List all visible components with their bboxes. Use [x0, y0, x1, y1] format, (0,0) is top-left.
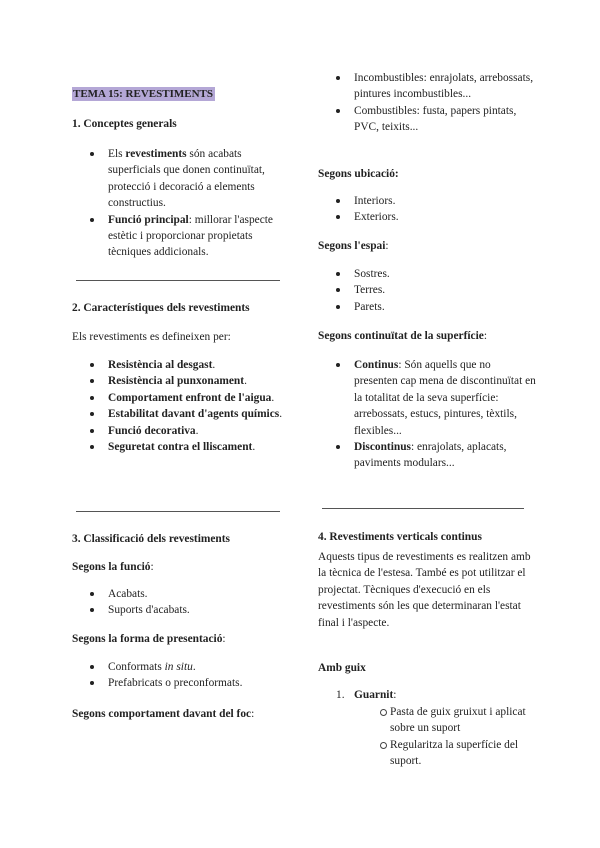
- guarnit-item: 1. Guarnit:: [336, 689, 397, 701]
- list-item: Regularitza la superfície del suport.: [372, 737, 538, 770]
- list-item: Conformats in situ.: [72, 659, 284, 675]
- guarnit-list: [372, 704, 538, 770]
- section-4-heading: 4. Revestiments verticals continus: [318, 531, 482, 543]
- section-2-list: [72, 357, 284, 455]
- ubicacio-list: [318, 193, 536, 226]
- list-item: Comportament enfront de l'aigua.: [72, 390, 284, 406]
- list-item: Acabats.: [72, 586, 284, 602]
- continuitat-list: [318, 357, 536, 472]
- list-item: Discontinus: enrajolats, aplacats, paviments modulars...: [318, 439, 536, 472]
- forma-list: [72, 659, 284, 692]
- guarnit-label: Guarnit: [354, 689, 394, 701]
- document-title: [72, 86, 215, 102]
- list-item: Suports d'acabats.: [72, 602, 284, 618]
- list-item: Interiors.: [318, 193, 536, 209]
- list-item: Els revestiments són acabats superficials que donen continuïtat, protecció i decoració a elements constructius.: [72, 146, 284, 212]
- section-divider: [76, 511, 280, 512]
- funcio-heading: Segons la funció:: [72, 561, 154, 573]
- list-item: Seguretat contra el lliscament.: [72, 439, 284, 455]
- list-item: Pasta de guix gruixut i aplicat sobre un suport: [372, 704, 538, 737]
- list-item: Sostres.: [318, 266, 536, 282]
- list-item: Prefabricats o preconformats.: [72, 675, 284, 691]
- list-item: Funció principal: millorar l'aspecte estètic i proporcionar propietats tècniques addicionals.: [72, 212, 284, 261]
- list-item: Combustibles: fusta, papers pintats, PVC, teixits...: [318, 103, 536, 136]
- section-1-list: [72, 146, 284, 261]
- list-item: Incombustibles: enrajolats, arrebossats, pintures incombustibles...: [318, 70, 536, 103]
- foc-heading: Segons comportament davant del foc:: [72, 708, 255, 720]
- list-item: Exteriors.: [318, 209, 536, 225]
- list-item: Resistència al desgast.: [72, 357, 284, 373]
- section-3-heading: 3. Classificació dels revestiments: [72, 533, 230, 545]
- document-title-highlight: TEMA 15: REVESTIMENTS: [73, 88, 213, 100]
- ubicacio-heading: Segons ubicació:: [318, 168, 399, 180]
- list-number: 1.: [336, 689, 345, 701]
- list-item: Terres.: [318, 282, 536, 298]
- section-2-intro: Els revestiments es defineixen per:: [72, 331, 231, 343]
- section-1-heading: 1. Conceptes generals: [72, 118, 177, 130]
- section-4-paragraph: Aquests tipus de revestiments es realitzen amb la tècnica de l'estesa. També es pot utilitzar el projectat. Tècniques d'execució en els revestiments són les que determinaran l'estat final i l'aspecte.: [318, 551, 531, 629]
- section-divider: [322, 508, 524, 509]
- continuitat-heading: Segons continuïtat de la superfície:: [318, 330, 487, 342]
- list-item: Funció decorativa.: [72, 423, 284, 439]
- list-item: Continus: Són aquells que no presenten cap mena de discontinuïtat en la totalitat de la seva superfície: arrebossats, estucs, pintures, tèxtils, flexibles...: [318, 357, 536, 439]
- forma-heading: Segons la forma de presentació:: [72, 633, 226, 645]
- list-item: Parets.: [318, 299, 536, 315]
- list-item: Resistència al punxonament.: [72, 373, 284, 389]
- funcio-list: [72, 586, 284, 619]
- espai-list: [318, 266, 536, 315]
- foc-list: [318, 70, 536, 136]
- guix-heading: Amb guix: [318, 662, 366, 674]
- espai-heading: Segons l'espai:: [318, 240, 389, 252]
- section-divider: [76, 280, 280, 281]
- list-item: Estabilitat davant d'agents químics.: [72, 406, 284, 422]
- section-2-heading: 2. Característiques dels revestiments: [72, 302, 250, 314]
